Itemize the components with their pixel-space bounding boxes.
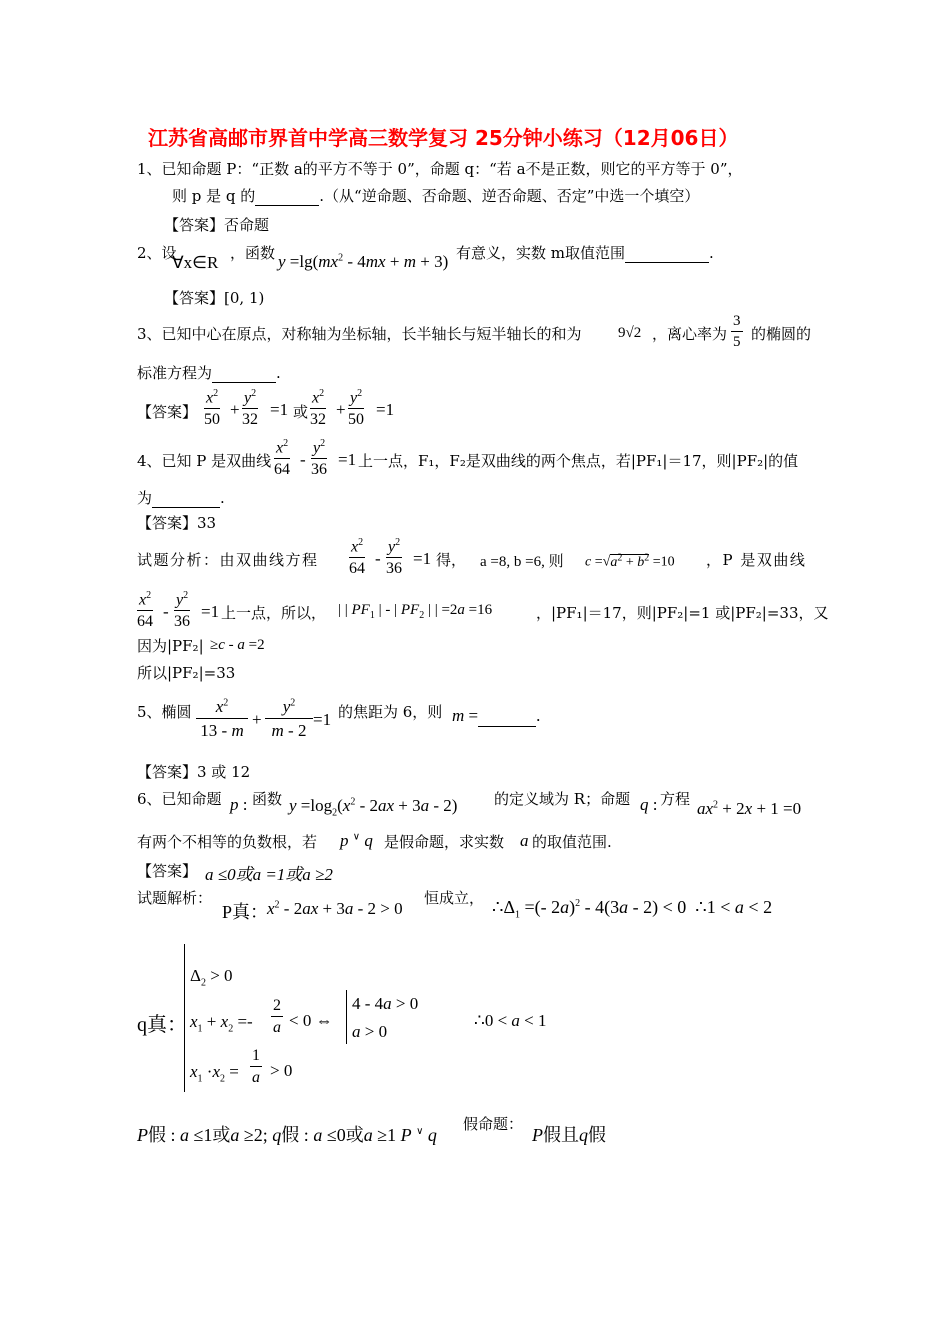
q4-analysis2-frac-y2-36: $\frac{y^2}{36}$ [174, 590, 191, 631]
q1-answer-blank [255, 187, 319, 206]
q4-frac-y2-36: $\frac{y^2}{36}$ [311, 438, 328, 479]
q6-mid2: 的定义域为 R；命题 [494, 790, 631, 808]
q4-analysis-2b: ，|PF₁|＝17，则|PF₂|=1 或|PF₂|=33，又 [536, 604, 829, 622]
q3-ecc-num: 3 [731, 313, 743, 332]
q4-line2-text: 为 [137, 489, 153, 507]
q5-frac-x2: $\frac{x^2}{13 - m}$ [196, 697, 248, 741]
q1-line1: 1、已知命题 P：“正数 a的平方不等于 0”，命题 q：“若 a不是正数，则它的平方等于 0”， [137, 160, 743, 178]
q4-answer: 【答案】33 [137, 514, 217, 532]
q4-frac-x2-64: $\frac{x^2}{64}$ [274, 438, 291, 479]
q4-analysis-frac-x2-64: $\frac{x^2}{64}$ [349, 537, 366, 578]
q6-mid3: 方程 [660, 790, 691, 808]
q6-answer-value: a ≤0或a =1或a ≥2 [205, 865, 333, 884]
q3-line2-end: . [276, 364, 281, 382]
q4-analysis-3-formula: ≥c - a =2 [210, 637, 265, 653]
q2-end: . [709, 244, 714, 262]
q4-minus: - [300, 450, 306, 469]
q6-qtrue-gt0: > 0 [270, 1061, 293, 1080]
q3-eq-2: =1 [376, 400, 395, 419]
q6-ptrue-label: P真： [222, 902, 269, 922]
q3-root: 9√2 [618, 325, 642, 341]
q5-eq: =1 [313, 710, 332, 729]
q2-answer-label: 【答案】 [164, 289, 225, 307]
q2-domain: ∀x∈R [172, 253, 219, 272]
page-title: 江苏省高邮市界首中学高三数学复习 25分钟小练习（12月06日） [148, 126, 739, 150]
q4-eq: =1 [338, 450, 357, 469]
q6-equation: $ax^2 + 2x + 1 =0$ [697, 799, 802, 818]
q4-analysis-frac-y2-36: $\frac{y^2}{36}$ [386, 537, 403, 578]
q4-analysis-4: 所以|PF₂|=33 [137, 664, 236, 682]
q6-qtrue-sum: $x_1 + x_2$ =- [190, 1012, 253, 1035]
q6-mid1: 函数 [252, 790, 283, 808]
q6-analysis-label: 试题解析： [137, 889, 213, 907]
q6-final-conclusion: P假且q假 [532, 1125, 606, 1145]
q4-analysis-c-formula: $c =√a^2 + b^2 =10$ [585, 552, 675, 570]
q3-answer-label: 【答案】 [137, 403, 198, 421]
q6-ptrue-ineq: $x^2 - 2ax + 3a - 2 > 0$ [267, 899, 403, 918]
q6-function: $y =\log_2(x^2 - 2ax + 3a - 2)$ [289, 796, 458, 819]
q4-analysis-1d: ，P 是双曲线 [706, 551, 807, 569]
q6-ptrue-cond: 恒成立， [424, 889, 485, 907]
q6-qtrue-frac-2a: $\frac{2}{a}$ [273, 997, 281, 1036]
q1-line2-text-b: .（从“逆命题、否命题、逆否命题、否定”中选一个填空） [319, 187, 700, 205]
q3-answer-blank [212, 364, 276, 383]
q3-plus-1: + [230, 400, 240, 419]
q3-plus-2: + [336, 400, 346, 419]
q4-line1a: 4、已知 P 是双曲线 [137, 452, 272, 470]
q3-line2 [137, 364, 281, 383]
q4-analysis-minus: - [375, 549, 381, 568]
q2-answer-value: [0, 1) [224, 289, 265, 307]
q6-p-or-q: p ∨ q [340, 831, 373, 850]
q6-p: p : [230, 795, 248, 814]
q6-qtrue-label: q真： [137, 1014, 187, 1036]
q3-eq-1: =1 [270, 400, 289, 419]
q6-line2c: 的取值范围. [532, 833, 612, 851]
q2-mid: ，函数 [230, 244, 276, 262]
q3-frac-y2-32: $\frac{y^2}{32}$ [242, 388, 259, 429]
q6-final-mid: 假命题： [463, 1115, 524, 1133]
q2-lead: 2、设 [137, 244, 177, 262]
q4-analysis-1b: 得， [436, 551, 467, 569]
q4-analysis-1c: a =8, b =6, 则 [480, 554, 564, 570]
q3-line1c: 的椭圆的 [751, 325, 812, 343]
q5-frac-y2: $\frac{y^2}{m - 2}$ [265, 697, 313, 741]
q4-analysis2-minus: - [163, 602, 169, 621]
q3-line1b: ，离心率为 [652, 325, 728, 343]
q6-final-pfalse: P假 : a ≤1或a ≥2; q假 : a ≤0或a ≥1 P ∨ q [137, 1125, 437, 1145]
q3-frac-x2-50: $\frac{x^2}{50}$ [204, 388, 221, 429]
q3-eccentricity [731, 313, 743, 351]
q3-frac-y2-50: $\frac{y^2}{50}$ [348, 388, 365, 429]
q6-line2b: 是假命题，求实数 [384, 833, 505, 851]
q3-line1: 3、已知中心在原点，对称轴为坐标轴，长半轴长与短半轴长的和为 [137, 325, 582, 343]
q3-or: 或 [293, 403, 309, 421]
q4-analysis-2a: 上一点，所以， [221, 604, 327, 622]
q6-qtrue-sys1: 4 - 4a > 0 [352, 994, 419, 1013]
q4-analysis2-eq: =1 [201, 602, 220, 621]
q6-lead: 6、已知命题 [137, 790, 222, 808]
q6-q: q : [640, 795, 658, 814]
q5-plus: + [252, 710, 262, 729]
q6-var-a: a [520, 831, 529, 850]
q4-line2 [137, 489, 225, 508]
q4-answer-blank [152, 489, 220, 508]
q6-qtrue-lt0: < 0 ⇔ [289, 1011, 333, 1030]
q6-ptrue-delta: $\therefore\Delta_1$ =(- 2a)$^2$ - 4(3a - 2) < 0 ∴1 < a < 2 [492, 897, 773, 921]
q2-function: $y =\lg(mx^2 - 4mx + m + 3)$ [278, 252, 449, 271]
q5-answer: 【答案】3 或 12 [137, 763, 251, 781]
q2-answer [164, 289, 264, 307]
q5-tail: 的焦距为 6，则 [338, 703, 443, 721]
q6-qtrue-sys2: a > 0 [352, 1022, 388, 1041]
q6-qtrue-brace [184, 944, 185, 1092]
q4-line1b: 上一点，F₁，F₂是双曲线的两个焦点，若|PF₁|＝17，则|PF₂|的值 [358, 452, 799, 470]
q6-qtrue-result: ∴0 < a < 1 [474, 1011, 547, 1030]
q3-line2-text: 标准方程为 [137, 364, 213, 382]
q4-analysis2-frac-x2-64: $\frac{x^2}{64}$ [137, 590, 154, 631]
q3-ecc-den: 5 [733, 334, 741, 350]
q4-analysis-abs-formula: | | $PF_1$ | - | $PF_2$ | | =2a =16 [338, 602, 493, 621]
q2-tail-text: 有意义，实数 m取值范围 [456, 244, 625, 262]
q6-answer-label: 【答案】 [137, 862, 198, 880]
q4-analysis-eq: =1 [413, 549, 432, 568]
q6-qtrue-product: $x_1 \cdot x_2$ = [190, 1062, 239, 1085]
q5-lead: 5、椭圆 [137, 703, 192, 721]
q6-qtrue-delta2: $\Delta_2 > 0$ [190, 966, 233, 989]
q1-answer: 【答案】否命题 [164, 216, 270, 234]
q1-line2 [172, 187, 699, 206]
q6-line2a: 有两个不相等的负数根，若 [137, 833, 318, 851]
q6-qtrue-frac-1a: $\frac{1}{a}$ [252, 1047, 260, 1086]
q4-analysis-3: 因为|PF₂| [137, 637, 204, 655]
q5-m: m = . [452, 706, 541, 725]
q6-qtrue-brace-2 [346, 990, 347, 1044]
q2-answer-blank [625, 244, 709, 263]
q2-tail [456, 244, 714, 263]
q4-line2-end: . [220, 489, 225, 507]
q3-frac-x2-32: $\frac{x^2}{32}$ [310, 388, 327, 429]
q1-line2-text-a: 则 p 是 q 的 [172, 187, 256, 205]
q4-analysis-1a: 试题分析：由双曲线方程 [137, 551, 319, 569]
